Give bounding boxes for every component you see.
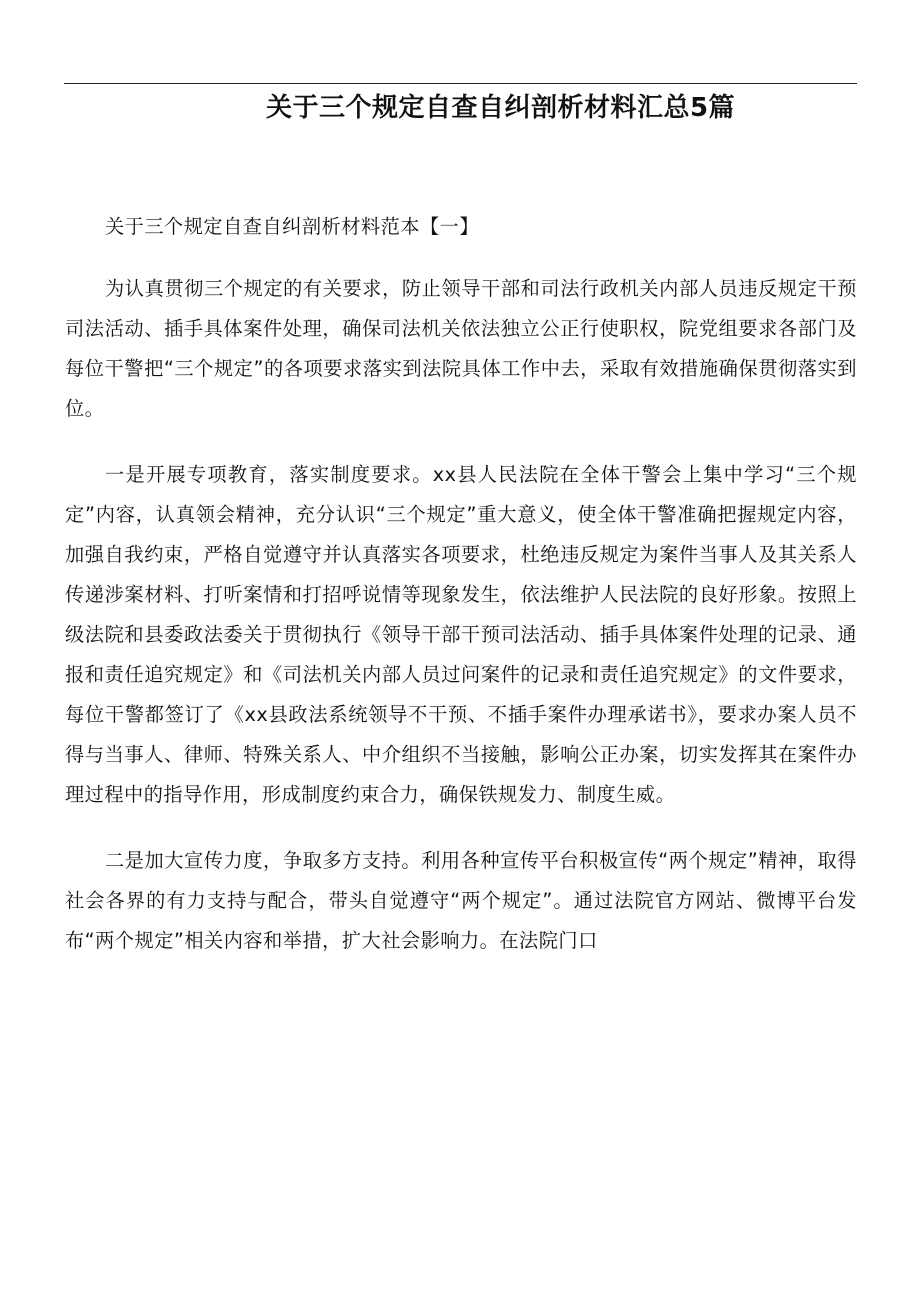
section-heading: 关于三个规定自查自纠剖析材料范本【一】 [105, 215, 480, 238]
document-body [65, 212, 857, 987]
paragraph-3: 二是加大宣传力度，争取多方支持。利用各种宣传平台积极宣传“两个规定”精神，取得社会各界的有力支持与配合，带头自觉遵守“两个规定”。通过法院官方网站、微博平台发布“两个规定”相关内容和举措，扩大社会影响力。在法院门口 [65, 849, 857, 952]
paragraph-2: 一是开展专项教育，落实制度要求。xx县人民法院在全体干警会上集中学习“三个规定”内容，认真领会精神，充分认识“三个规定”重大意义，使全体干警准确把握规定内容，加强自我约束，严格自觉遵守并认真落实各项要求，杜绝违反规定为案件当事人及其关系人传递涉案材料、打听案情和打招呼说情等现象发生，依法维护人民法院的良好形象。按照上级法院和县委政法委关于贯彻执行《领导干部干预司法活动、插手具体案件处理的记录、通报和责任追究规定》和《司法机关内部人员过问案件的记录和责任追究规定》的文件要求，每位干警都签订了《xx县政法系统领导不干预、不插手案件办理承诺书》，要求办案人员不得与当事人、律师、特殊关系人、中介组织不当接触，影响公正办案，切实发挥其在案件办理过程中的指导作用，形成制度约束合力，确保铁规发力、制度生威。 [65, 463, 857, 806]
header-rule [64, 83, 857, 84]
document-title: 关于三个规定自查自纠剖析材料汇总5篇 [265, 93, 736, 123]
paragraph-1: 为认真贯彻三个规定的有关要求，防止领导干部和司法行政机关内部人员违反规定干预司法活动、插手具体案件处理，确保司法机关依法独立公正行使职权，院党组要求各部门及每位干警把“三个规定”的各项要求落实到法院具体工作中去，采取有效措施确保贯彻落实到位。 [65, 277, 857, 420]
